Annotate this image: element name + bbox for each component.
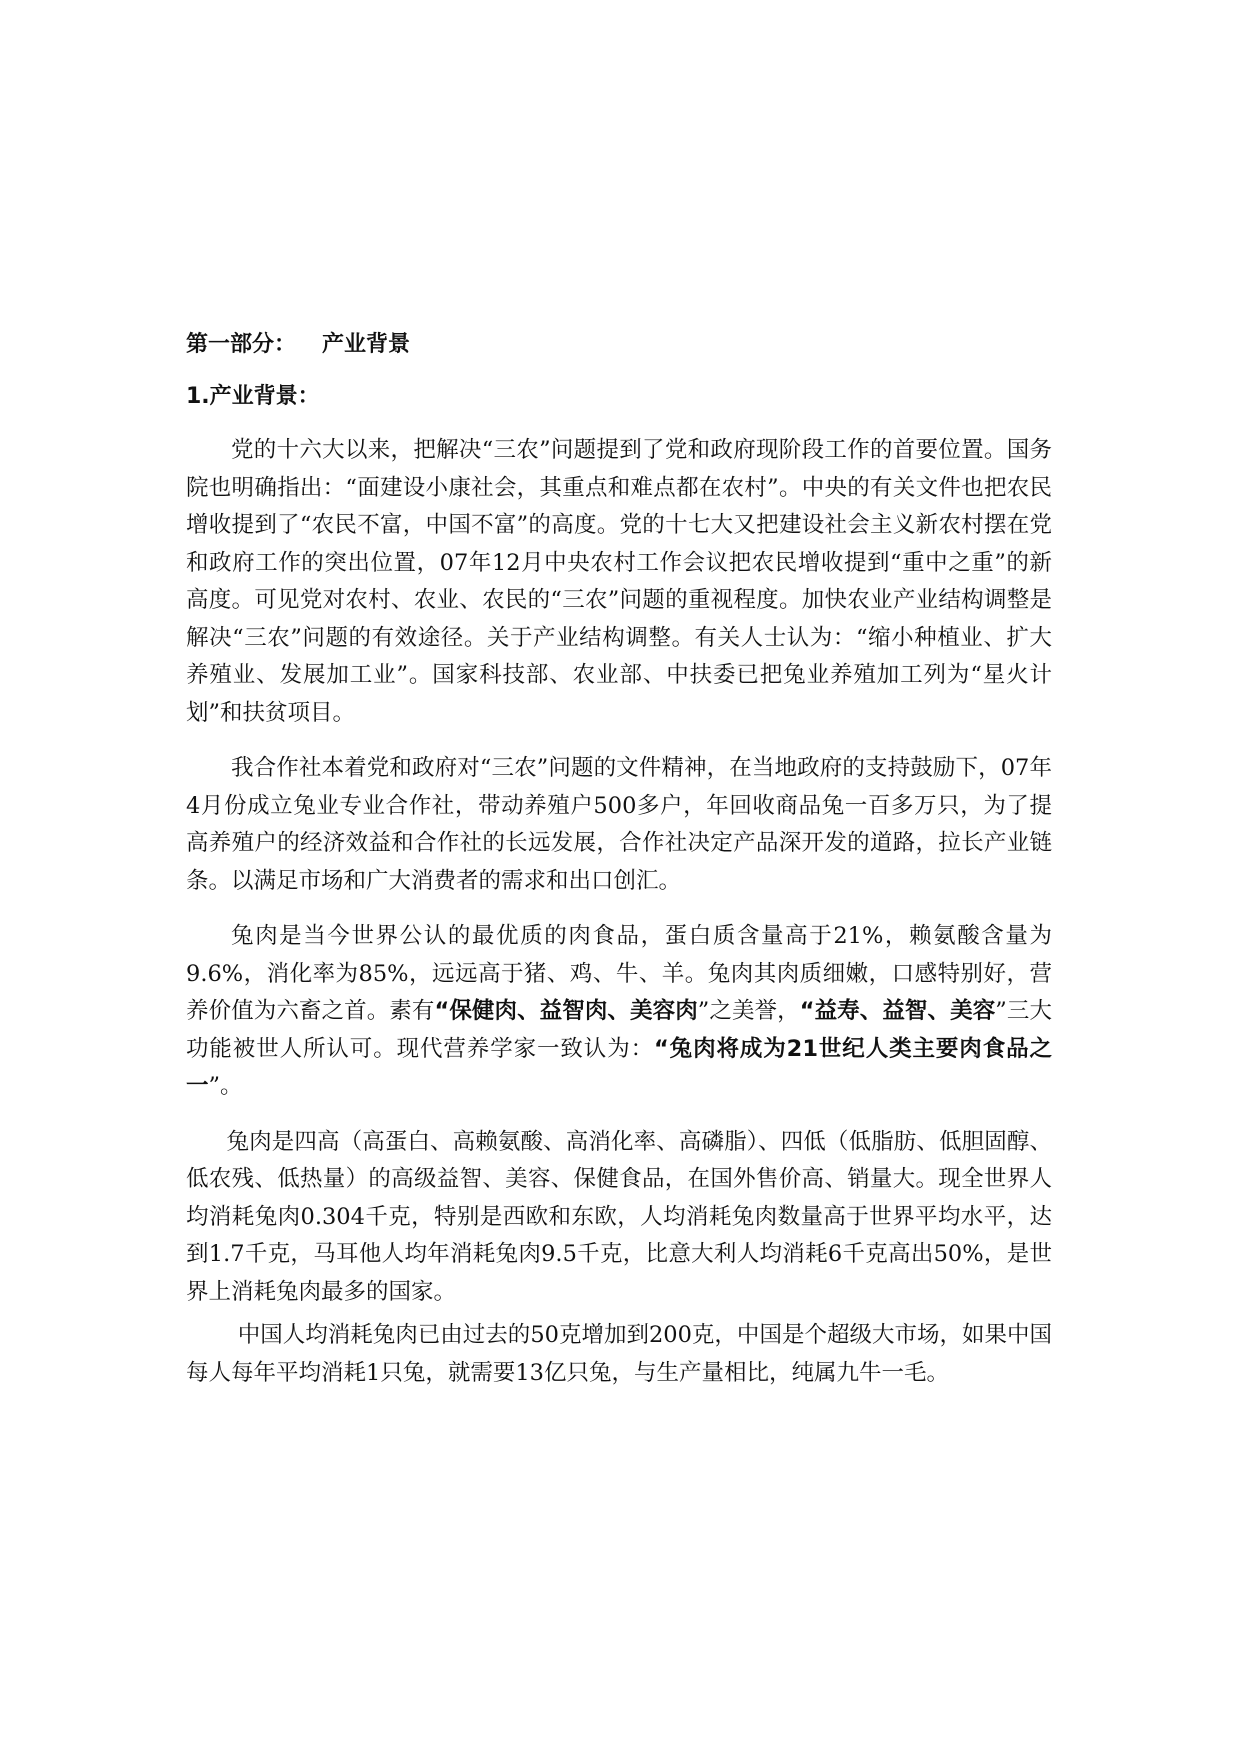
paragraph-world-consumption: 兔肉是四高（高蛋白、高赖氨酸、高消化率、高磷脂）、四低（低脂肪、低胆固醇、低农残、低热量）的高级益智、美容、保健食品，在国外售价高、销量大。现全世界人均消耗兔肉0.304千克，特别是西欧和东欧，人均消耗兔肉数量高于世界平均水平，达到1.7千克，马耳他人均年消耗兔肉9.5千克，比意大利人均消耗6千克高出50%，是世界上消耗兔肉最多的国家。 [186,1128,1052,1305]
subsection-title: 1.产业背景： [186,384,320,409]
paragraph-rabbit-meat-quality [186,918,1052,1106]
paragraph-policy-background: 党的十六大以来，把解决“三农”问题提到了党和政府现阶段工作的首要位置。国务院也明确指出：“面建设小康社会，其重点和难点都在农村”。中央的有关文件也把农民增收提到了“农民不富，中国不富”的高度。党的十七大又把建设社会主义新农村摆在党和政府工作的突出位置，07年12月中央农村工作会议把农民增收提到“重中之重”的新高度。可见党对农村、农业、农民的“三农”问题的重视程度。加快农业产业结构调整是解决“三农”问题的有效途径。关于产业结构调整。有关人士认为：“缩小种植业、扩大养殖业、发展加工业”。国家科技部、农业部、中扶委已把兔业养殖加工列为“星火计划”和扶贫项目。 [186,437,1052,726]
paragraph-cooperative: 我合作社本着党和政府对“三农”问题的文件精神，在当地政府的支持鼓励下，07年4月份成立兔业专业合作社，带动养殖户500多户，年回收商品兔一百多万只，为了提高养殖户的经济效益和合作社的长远发展，合作社决定产品深开发的道路，拉长产业链条。以满足市场和广大消费者的需求和出口创汇。 [186,755,1052,894]
paragraph-text: ”三大功能被世人所认可。现代营养学家一致认为： [186,998,1052,1062]
bold-phrase: “兔肉将成为21世纪人类主要肉食品之一 [186,1035,1052,1099]
paragraph-china-market: 中国人均消耗兔肉已由过去的50克增加到200克，中国是个超级大市场，如果中国每人每年平均消耗1只兔，就需要13亿只兔，与生产量相比，纯属九牛一毛。 [186,1322,1052,1386]
section-title: 第一部分： [186,332,297,357]
paragraph-text: ”。 [208,1073,243,1099]
bold-phrase: “益寿、益智、美容 [799,998,996,1024]
bold-phrase: “保健肉、益智肉、美容肉 [434,998,698,1024]
section-name: 产业背景 [322,332,411,357]
document-page [186,330,1052,1410]
paragraph-text: 兔肉是当今世界公认的最优质的肉食品，蛋白质含量高于21%，赖氨酸含量为9.6%，消化率为85%，远远高于猪、鸡、牛、羊。兔肉其肉质细嫩，口感特别好，营养价值为六畜之首。素有 [186,923,1052,1024]
paragraph-text: ”之美誉， [697,998,800,1024]
section-heading [186,330,1052,360]
